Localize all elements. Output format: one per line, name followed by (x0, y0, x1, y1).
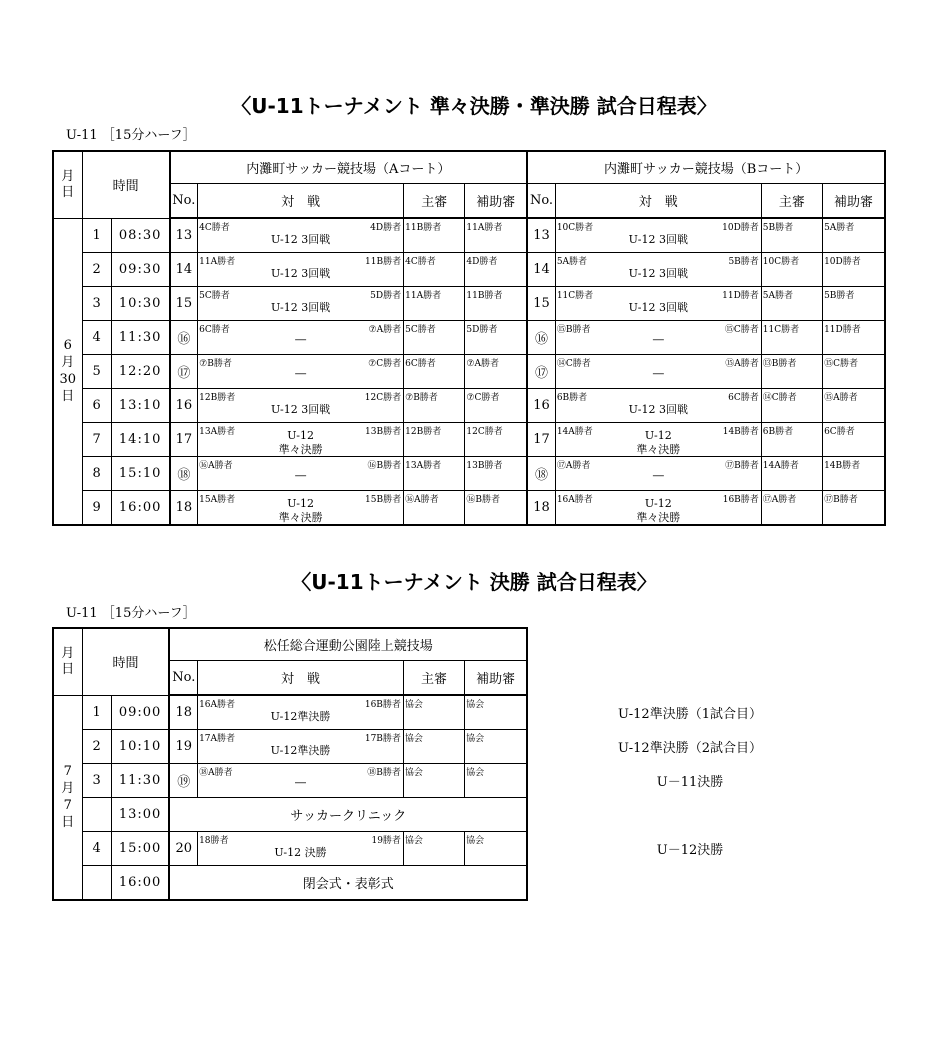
match-a (198, 218, 404, 253)
match-no-a: 16 (170, 389, 198, 423)
match-b (555, 287, 761, 321)
match-note: U-12準決勝（1試合目） (618, 707, 762, 722)
winner-left: ⑦B勝者 (199, 359, 232, 369)
asst-ref-a (465, 287, 527, 321)
match-no-b: ⑱ (527, 457, 555, 491)
asst-ref (465, 764, 527, 798)
main-ref-b-text: ⑬B勝者 (762, 359, 797, 369)
kickoff-time: 11:30 (111, 321, 169, 355)
match-b (555, 321, 761, 355)
match (198, 730, 404, 764)
asst-ref-a (465, 355, 527, 389)
match-label: U-12 3回戦 (270, 301, 331, 314)
winner-right: 11B勝者 (365, 257, 402, 267)
date-cell (53, 695, 82, 900)
asst-ref (465, 832, 527, 866)
kickoff-time: 10:30 (111, 287, 169, 321)
winner-right: 5B勝者 (728, 257, 759, 267)
venue-b-header: 内灘町サッカー競技場（Bコート） (527, 151, 885, 184)
match-label: U-12準決勝 (270, 744, 331, 757)
match-no-a: 13 (170, 218, 198, 253)
table-row (53, 253, 885, 287)
table-row (53, 457, 885, 491)
winner-right: 15B勝者 (365, 495, 402, 505)
asst-ref-a-text: ⑦C勝者 (466, 393, 500, 403)
row-index: 4 (82, 832, 111, 866)
main-ref-a-text: 12B勝者 (405, 427, 442, 437)
match-label: ― (295, 367, 307, 380)
table-row (53, 321, 885, 355)
match-no-b: 13 (527, 218, 555, 253)
asst-ref-header: 補助審 (465, 661, 527, 696)
row-index: 2 (82, 730, 111, 764)
match-b (555, 389, 761, 423)
main-ref-b-text: 5A勝者 (762, 291, 794, 301)
row-index (82, 866, 111, 901)
winner-left: ⑯A勝者 (199, 461, 233, 471)
table-row (53, 218, 885, 253)
match-label: ― (652, 469, 664, 482)
winner-right: 16B勝者 (722, 495, 759, 505)
asst-ref-b (823, 218, 885, 253)
no-header-b: No. (527, 184, 555, 219)
asst-ref-b-text: ⑮A勝者 (824, 393, 858, 403)
match-no: 20 (169, 832, 197, 866)
match-b (555, 253, 761, 287)
table-row (53, 355, 885, 389)
winner-left: 10C勝者 (556, 223, 594, 233)
main-ref-a (404, 491, 465, 526)
winner-right: 16B勝者 (364, 700, 401, 710)
date-text: 6 月 30 日 (59, 338, 77, 405)
match-label: ― (652, 333, 664, 346)
asst-ref-b-text: 10D勝者 (824, 257, 861, 267)
winner-right: ⑦A勝者 (368, 325, 402, 335)
asst-ref-a-text: ⑯B勝者 (466, 495, 501, 505)
main-ref (403, 764, 464, 798)
main-ref-b-text: 11C勝者 (762, 325, 800, 335)
main-ref-b-text: 14A勝者 (762, 461, 799, 471)
schedule-table-semifinals (52, 150, 886, 526)
match-b (555, 355, 761, 389)
match-label: U-12 3回戦 (628, 233, 688, 246)
main-ref-b (761, 287, 822, 321)
section2-subtitle: U-11 ［15分ハーフ］ (66, 606, 196, 621)
main-ref (403, 832, 464, 866)
match-label: U-12準決勝 (270, 710, 331, 723)
row-index: 4 (82, 321, 111, 355)
main-ref-header: 主審 (403, 661, 464, 696)
match-no-a: 18 (170, 491, 198, 526)
main-ref-b-text: ⑭C勝者 (762, 393, 797, 403)
main-ref-a-text: 11B勝者 (405, 223, 442, 233)
main-ref-b (761, 491, 822, 526)
main-ref-a-text: 11A勝者 (405, 291, 442, 301)
kickoff-time: 15:10 (111, 457, 169, 491)
winner-left: 11A勝者 (199, 257, 236, 267)
main-ref-b (761, 253, 822, 287)
asst-ref-a (465, 457, 527, 491)
asst-ref-a (465, 253, 527, 287)
match-no-a: 14 (170, 253, 198, 287)
match-label: U-12 3回戦 (628, 267, 688, 280)
main-ref-b (761, 218, 822, 253)
asst-ref-b-text: 11D勝者 (824, 325, 861, 335)
asst-ref-b-text: 6C勝者 (824, 427, 855, 437)
kickoff-time: 09:30 (111, 253, 169, 287)
match-note: U-12準決勝（2試合目） (618, 741, 762, 756)
no-header-a: No. (170, 184, 198, 219)
date-text: 7 月 7 日 (61, 764, 75, 831)
asst-ref-header-b: 補助審 (823, 184, 885, 219)
table-row (53, 287, 885, 321)
main-ref-a (404, 389, 465, 423)
asst-ref-b (823, 457, 885, 491)
asst-ref-b-text: 14B勝者 (824, 461, 861, 471)
asst-ref-b (823, 491, 885, 526)
month-day-header: 月 日 (53, 151, 82, 218)
table-row (53, 764, 527, 798)
match-note: U－12決勝 (656, 843, 724, 858)
winner-left: 18勝者 (199, 836, 229, 846)
asst-ref-a (465, 321, 527, 355)
kickoff-time: 10:10 (111, 730, 169, 764)
venue-a-header: 内灘町サッカー競技場（Aコート） (170, 151, 528, 184)
winner-left: 11C勝者 (556, 291, 594, 301)
match-b (555, 491, 761, 526)
winner-right: ⑮A勝者 (725, 359, 759, 369)
asst-ref-a (465, 491, 527, 526)
match-no-a: 15 (170, 287, 198, 321)
match-no: ⑲ (169, 764, 197, 798)
schedule-table-final (52, 627, 528, 901)
main-ref-b-text: 6B勝者 (762, 427, 794, 437)
time-header: 時間 (82, 151, 169, 218)
main-ref-b (761, 457, 822, 491)
asst-ref-b-text: 5B勝者 (824, 291, 855, 301)
asst-ref-a (465, 423, 527, 457)
match-label: U-12 準々決勝 (278, 497, 323, 524)
asst-ref-a-text: ⑦A勝者 (466, 359, 499, 369)
asst-ref (465, 730, 527, 764)
time-header: 時間 (82, 628, 169, 695)
winner-left: 15A勝者 (199, 495, 236, 505)
event-span: サッカークリニック (169, 798, 527, 832)
match-no-a: 17 (170, 423, 198, 457)
match-a (198, 389, 404, 423)
kickoff-time: 13:10 (111, 389, 169, 423)
asst-ref-b-text: 5A勝者 (824, 223, 855, 233)
row-index: 8 (82, 457, 111, 491)
match (198, 695, 404, 730)
main-ref-text: 協会 (404, 768, 423, 778)
match-no: 18 (169, 695, 197, 730)
match-a (198, 491, 404, 526)
asst-ref-a-text: 11B勝者 (466, 291, 503, 301)
winner-right: ⑦C勝者 (368, 359, 402, 369)
month-day-header: 月 日 (53, 628, 82, 695)
match-no-a: ⑰ (170, 355, 198, 389)
table-row (53, 798, 527, 832)
kickoff-time: 16:00 (111, 491, 169, 526)
winner-right: ⑮C勝者 (724, 325, 759, 335)
main-ref-a (404, 457, 465, 491)
main-ref-a (404, 321, 465, 355)
no-header: No. (169, 661, 197, 696)
row-index (82, 798, 111, 832)
match-no-a: ⑱ (170, 457, 198, 491)
match-no-b: 16 (527, 389, 555, 423)
row-index: 5 (82, 355, 111, 389)
asst-ref-b (823, 321, 885, 355)
asst-ref-b (823, 253, 885, 287)
asst-ref-a-text: 13B勝者 (466, 461, 503, 471)
row-index: 7 (82, 423, 111, 457)
winner-left: 17A勝者 (199, 734, 236, 744)
match-header-a: 対 戦 (198, 184, 404, 219)
match-no-b: 18 (527, 491, 555, 526)
row-index: 9 (82, 491, 111, 526)
main-ref (403, 695, 464, 730)
match (198, 764, 404, 798)
main-ref-b (761, 389, 822, 423)
match-label: U-12 3回戦 (628, 301, 688, 314)
row-index: 3 (82, 287, 111, 321)
winner-right: 12C勝者 (364, 393, 402, 403)
winner-left: 4C勝者 (199, 223, 230, 233)
asst-ref-b-text: ⑮C勝者 (824, 359, 858, 369)
kickoff-time: 08:30 (111, 218, 169, 253)
match-no-b: 15 (527, 287, 555, 321)
main-ref-b-text: 10C勝者 (762, 257, 800, 267)
section1-subtitle: U-11 ［15分ハーフ］ (66, 128, 196, 143)
match-a (198, 457, 404, 491)
match-label: U-12 準々決勝 (278, 429, 323, 456)
match-label: U-12 3回戦 (270, 233, 331, 246)
main-ref-a (404, 287, 465, 321)
match-label: U-12 決勝 (274, 846, 327, 859)
main-ref-a (404, 355, 465, 389)
asst-ref-b (823, 423, 885, 457)
main-ref-b (761, 355, 822, 389)
kickoff-time: 13:00 (111, 798, 169, 832)
winner-right: 4D勝者 (370, 223, 402, 233)
table-row (53, 832, 527, 866)
winner-right: 6C勝者 (728, 393, 759, 403)
table-row (53, 695, 527, 730)
match-label: ― (652, 367, 664, 380)
winner-right: 10D勝者 (722, 223, 759, 233)
winner-left: 12B勝者 (199, 393, 236, 403)
asst-ref-a-text: 11A勝者 (466, 223, 503, 233)
asst-ref-b (823, 287, 885, 321)
section2-title: 〈U-11トーナメント 決勝 試合日程表〉 (291, 570, 657, 594)
asst-ref-text: 協会 (466, 700, 485, 710)
main-ref-header-a: 主審 (404, 184, 465, 219)
winner-right: 19勝者 (371, 836, 401, 846)
asst-ref-a (465, 218, 527, 253)
table-row (53, 866, 527, 901)
kickoff-time: 15:00 (111, 832, 169, 866)
main-ref-text: 協会 (404, 836, 423, 846)
main-ref-text: 協会 (404, 700, 423, 710)
main-ref-text: 協会 (404, 734, 423, 744)
match-no-b: ⑯ (527, 321, 555, 355)
winner-left: 14A勝者 (556, 427, 593, 437)
match-label: ― (295, 333, 307, 346)
match-label: U-12 3回戦 (270, 267, 331, 280)
asst-ref-text: 協会 (466, 734, 485, 744)
winner-right: 13B勝者 (365, 427, 402, 437)
table-row (53, 730, 527, 764)
winner-right: 17B勝者 (364, 734, 401, 744)
main-ref-a-text: 5C勝者 (405, 325, 436, 335)
winner-right: 14B勝者 (722, 427, 759, 437)
winner-left: ⑭C勝者 (556, 359, 591, 369)
table-row (53, 389, 885, 423)
event-span: 閉会式・表彰式 (169, 866, 527, 901)
main-ref-a (404, 423, 465, 457)
venue-header: 松任総合運動公園陸上競技場 (169, 628, 527, 661)
main-ref-a-text: 4C勝者 (405, 257, 436, 267)
kickoff-time: 14:10 (111, 423, 169, 457)
row-index: 1 (82, 218, 111, 253)
table-row (53, 423, 885, 457)
winner-right: ⑯B勝者 (367, 461, 402, 471)
match-no: 19 (169, 730, 197, 764)
match-b (555, 423, 761, 457)
match-a (198, 321, 404, 355)
match-a (198, 287, 404, 321)
kickoff-time: 11:30 (111, 764, 169, 798)
row-index: 1 (82, 695, 111, 730)
winner-left: 16A勝者 (556, 495, 593, 505)
match-label: U-12 3回戦 (628, 403, 688, 416)
kickoff-time: 16:00 (111, 866, 169, 901)
match-label: U-12 3回戦 (270, 403, 331, 416)
winner-left: 5C勝者 (199, 291, 230, 301)
match-label: U-12 準々決勝 (636, 429, 681, 456)
row-index: 3 (82, 764, 111, 798)
match-a (198, 253, 404, 287)
match (198, 832, 404, 866)
match-b (555, 457, 761, 491)
winner-left: 6B勝者 (556, 393, 588, 403)
match-label: ― (295, 469, 307, 482)
main-ref-b (761, 321, 822, 355)
match-note: U－11決勝 (656, 775, 724, 790)
main-ref-a-text: 6C勝者 (405, 359, 436, 369)
asst-ref-text: 協会 (466, 768, 485, 778)
asst-ref-a-text: 12C勝者 (466, 427, 503, 437)
asst-ref (465, 695, 527, 730)
asst-ref-b-text: ⑰B勝者 (824, 495, 858, 505)
asst-ref-b (823, 389, 885, 423)
match-a (198, 423, 404, 457)
main-ref-a-text: 13A勝者 (405, 461, 442, 471)
main-ref-a-text: ⑦B勝者 (405, 393, 438, 403)
main-ref-b-text: ⑰A勝者 (762, 495, 797, 505)
match-no-b: ⑰ (527, 355, 555, 389)
asst-ref-text: 協会 (466, 836, 485, 846)
match-label: U-12 準々決勝 (636, 497, 681, 524)
main-ref-header-b: 主審 (761, 184, 822, 219)
section1-title: 〈U-11トーナメント 準々決勝・準決勝 試合日程表〉 (231, 94, 717, 118)
asst-ref-b (823, 355, 885, 389)
winner-right: 11D勝者 (722, 291, 759, 301)
winner-left: ⑰A勝者 (556, 461, 591, 471)
kickoff-time: 09:00 (111, 695, 169, 730)
table-row (53, 491, 885, 526)
match-b (555, 218, 761, 253)
main-ref-b (761, 423, 822, 457)
match-label: ― (295, 776, 306, 789)
match-no-b: 17 (527, 423, 555, 457)
winner-left: 6C勝者 (199, 325, 230, 335)
main-ref-a (404, 218, 465, 253)
date-cell (53, 218, 82, 525)
match-header: 対 戦 (198, 661, 404, 696)
row-index: 2 (82, 253, 111, 287)
winner-left: 13A勝者 (199, 427, 236, 437)
main-ref (403, 730, 464, 764)
asst-ref-a-text: 4D勝者 (466, 257, 498, 267)
asst-ref-a (465, 389, 527, 423)
winner-left: 5A勝者 (556, 257, 588, 267)
match-no-b: 14 (527, 253, 555, 287)
winner-left: 16A勝者 (199, 700, 236, 710)
winner-right: ⑱B勝者 (367, 768, 401, 778)
kickoff-time: 12:20 (111, 355, 169, 389)
winner-left: ⑱A勝者 (199, 768, 233, 778)
main-ref-a-text: ⑯A勝者 (405, 495, 439, 505)
main-ref-b-text: 5B勝者 (762, 223, 794, 233)
main-ref-a (404, 253, 465, 287)
match-no-a: ⑯ (170, 321, 198, 355)
match-header-b: 対 戦 (555, 184, 761, 219)
winner-right: 5D勝者 (370, 291, 402, 301)
asst-ref-header-a: 補助審 (465, 184, 527, 219)
winner-right: ⑰B勝者 (725, 461, 759, 471)
asst-ref-a-text: 5D勝者 (466, 325, 498, 335)
winner-left: ⑮B勝者 (556, 325, 591, 335)
match-a (198, 355, 404, 389)
row-index: 6 (82, 389, 111, 423)
